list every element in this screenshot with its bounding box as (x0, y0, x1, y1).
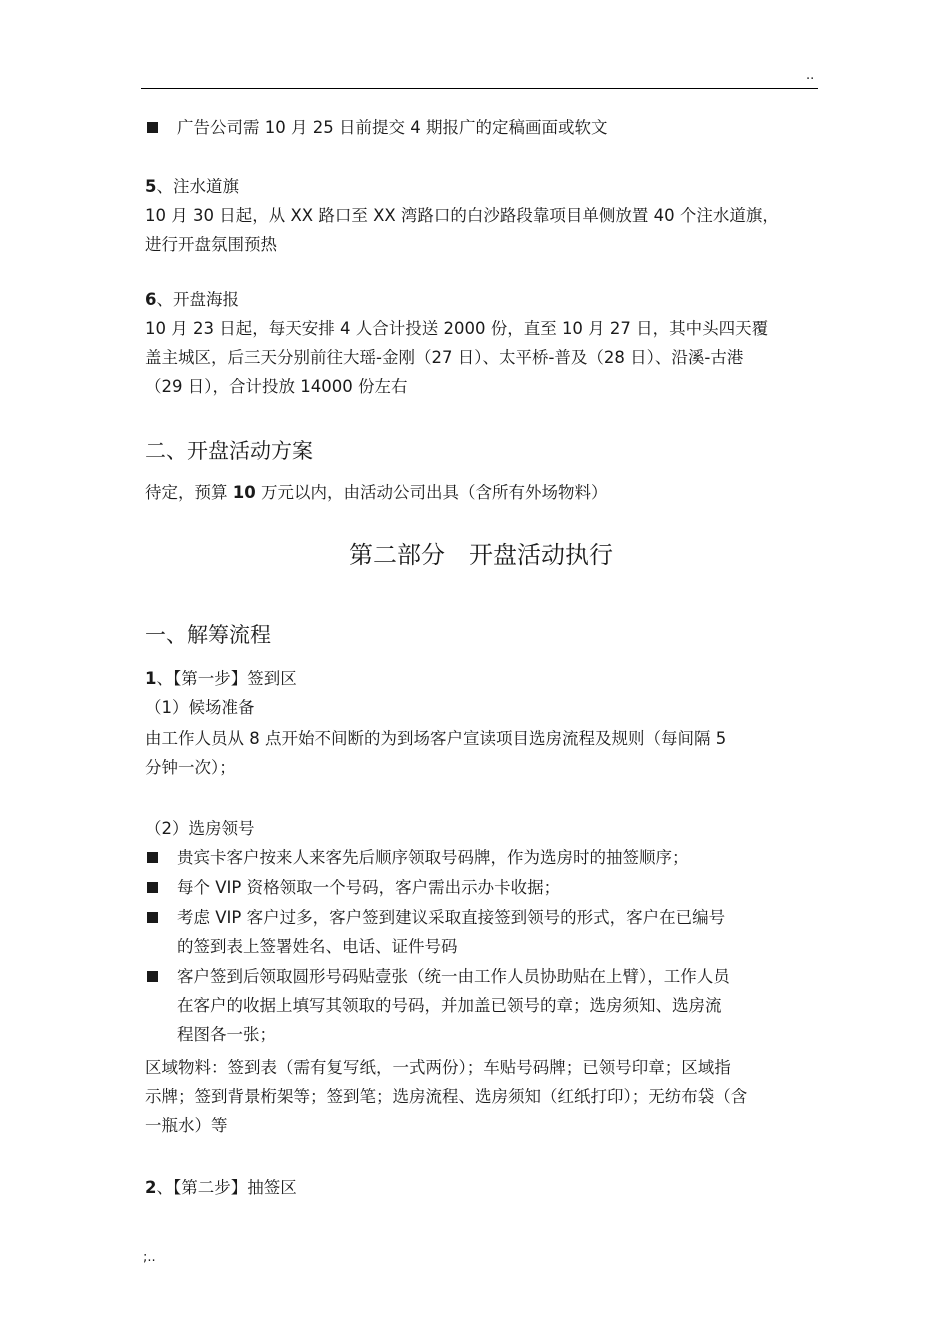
section-2-body (145, 478, 817, 507)
bullet-square-icon (147, 122, 158, 133)
bullet-square-icon (147, 852, 158, 863)
jiechou-heading: 一、解筹流程 (145, 623, 271, 647)
bullet-text: 客户签到后领取圆形号码贴壹张（统一由工作人员协助贴在上臂），工作人员 (177, 967, 730, 986)
section-5-title: 、注水道旗 (156, 177, 239, 196)
section-6-title: 、开盘海报 (156, 290, 239, 309)
bullet-text: 程图各一张； (177, 1025, 276, 1044)
step-1-sub1-body (145, 724, 817, 782)
text-pre: 待定，预算 (145, 483, 233, 502)
footer-mark: ;.. (143, 1250, 156, 1265)
step-1-sub2-title: （2）选房领号 (145, 819, 255, 838)
bullet-text: 广告公司需 10 月 25 日前提交 4 期报广的定稿画面或软文 (177, 118, 608, 137)
bullet-ad-deadline (145, 113, 817, 142)
bullet-text: 在客户的收据上填写其领取的号码，并加盖已领号的章；选房须知、选房流 (177, 996, 722, 1015)
paragraph-line: 分钟一次）； (145, 758, 236, 777)
bullet-text: 的签到表上签署姓名、电话、证件号码 (177, 937, 458, 956)
text-post: 万元以内，由活动公司出具（含所有外场物料） (255, 483, 608, 502)
paragraph-line: 区域物料：签到表（需有复写纸，一式两份）；车贴号码牌；已领号印章；区域指 (145, 1058, 731, 1077)
bullet-text: 贵宾卡客户按来人来客先后顺序领取号码牌，作为选房时的抽签顺序； (177, 848, 689, 867)
section-2-heading: 二、开盘活动方案 (145, 439, 313, 463)
bullet-item (145, 843, 817, 872)
paragraph-line: 由工作人员从 8 点开始不间断的为到场客户宣读项目选房流程及规则（每间隔 5 (145, 729, 727, 748)
text-bold: 10 (232, 483, 256, 502)
step-2-title: 、【第二步】抽签区 (156, 1178, 297, 1197)
bullet-item (145, 962, 817, 1049)
paragraph-line: 示牌；签到背景桁架等；签到笔；选房流程、选房须知（红纸打印）；无纺布袋（含 (145, 1087, 748, 1106)
step-1-title: 、【第一步】签到区 (156, 669, 297, 688)
step-2-heading (145, 1173, 817, 1202)
bullet-item (145, 903, 817, 961)
paragraph-line: （29 日），合计投放 14000 份左右 (145, 377, 408, 396)
paragraph-line: 一瓶水）等 (145, 1116, 228, 1135)
paragraph-line: 10 月 23 日起，每天安排 4 人合计投送 2000 份，直至 10 月 27 日，其中头四天覆 (145, 319, 769, 338)
section-6-body (145, 314, 817, 401)
paragraph-line: 10 月 30 日起，从 XX 路口至 XX 湾路口的白沙路段靠项目单侧放置 40 个注水道旗， (145, 206, 779, 225)
section-5-body (145, 201, 817, 259)
paragraph-line: 盖主城区，后三天分别前往大瑶-金刚（27 日）、太平桥-普及（28 日）、沿溪-古港 (145, 348, 744, 367)
bullet-square-icon (147, 971, 158, 982)
header-mark: .. (806, 68, 815, 83)
section-6-heading (145, 285, 817, 314)
section-5-number: 5 (145, 177, 157, 196)
step-1-materials (145, 1053, 817, 1140)
bullet-square-icon (147, 882, 158, 893)
section-5-heading (145, 172, 817, 201)
step-1-heading (145, 664, 817, 693)
header-rule (141, 88, 818, 89)
bullet-item (145, 873, 817, 902)
step-1-sub1-title: （1）候场准备 (145, 698, 255, 717)
bullet-text: 考虑 VIP 客户过多，客户签到建议采取直接签到领号的形式，客户在已编号 (177, 908, 726, 927)
bullet-square-icon (147, 912, 158, 923)
step-1-number: 1 (145, 669, 157, 688)
part-2-title: 第二部分 开盘活动执行 (349, 541, 613, 569)
paragraph-line: 进行开盘氛围预热 (145, 235, 277, 254)
bullet-text: 每个 VIP 资格领取一个号码，客户需出示办卡收据； (177, 878, 561, 897)
section-6-number: 6 (145, 290, 157, 309)
step-2-number: 2 (145, 1178, 157, 1197)
